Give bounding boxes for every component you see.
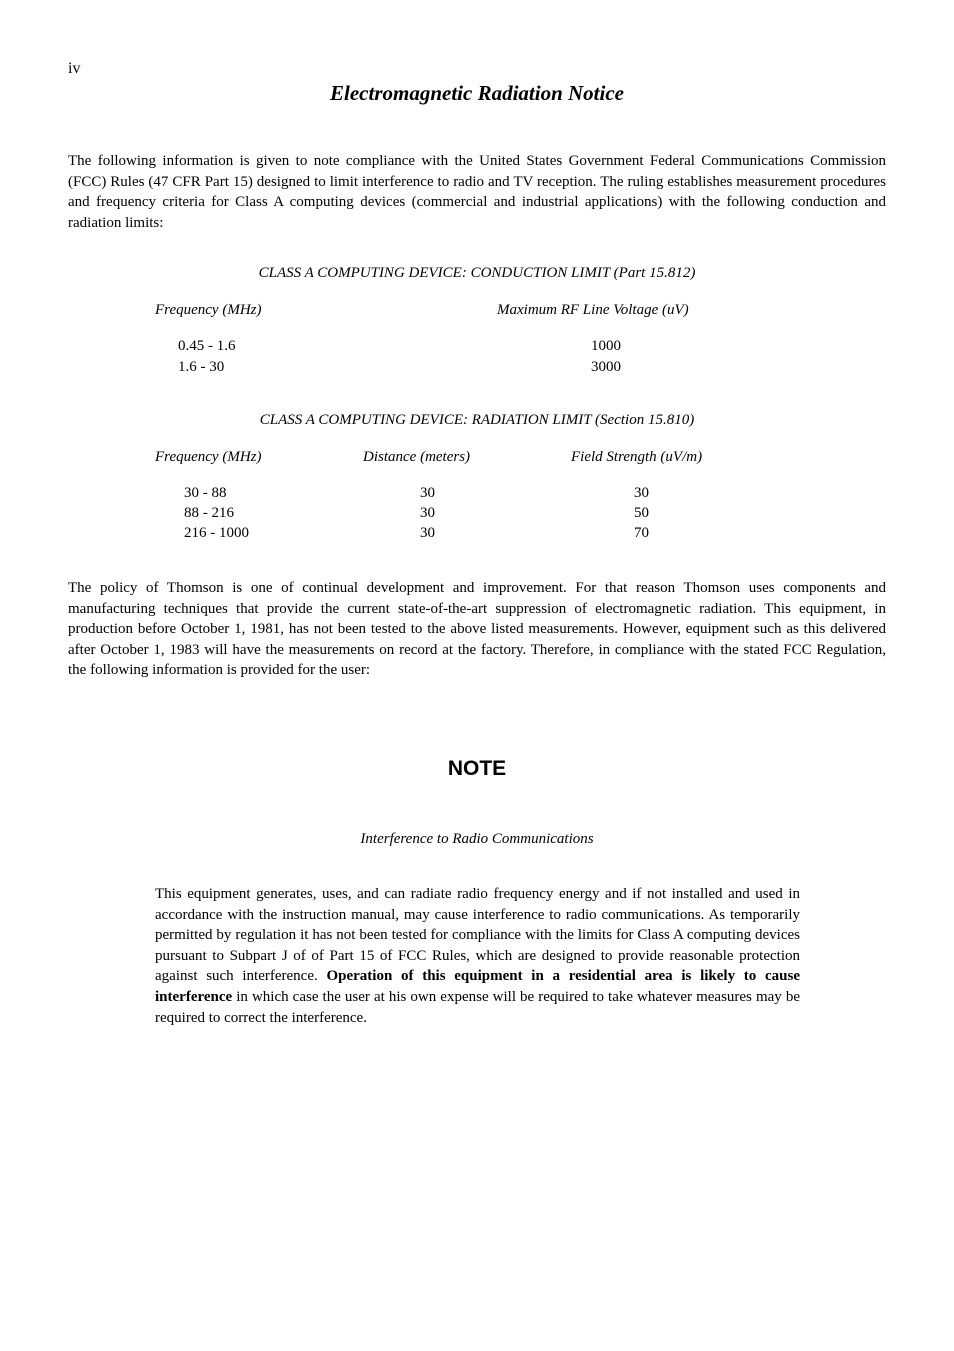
radiation-header-distance: Distance (meters) — [363, 449, 471, 465]
conduction-row-1-frequency: 0.45 - 1.6 — [178, 338, 236, 354]
page-title: Electromagnetic Radiation Notice — [330, 81, 624, 105]
radiation-row-2-field-strength: 50 — [634, 505, 649, 521]
radiation-table-caption: CLASS A COMPUTING DEVICE: RADIATION LIMIT (Section 15.810) — [259, 412, 695, 428]
radiation-row-1-field-strength: 30 — [634, 485, 649, 501]
radiation-row-1-frequency: 30 - 88 — [184, 485, 227, 501]
radiation-header-frequency: Frequency (MHz) — [155, 449, 262, 465]
note-body-warning: Operation of this equipment in a residential area is likely to cause interference — [155, 968, 800, 1005]
policy-paragraph: The policy of Thomson is one of continual development and improvement. For that reason Thomson uses components and manufacturing techniques that provide the current state-of-the-art suppression of electromagnetic radiation. This equipment, in production before October 1, 1981, has not been tested to the above listed measurements. However, equipment such as this delivered after October 1, 1983 will have the measurements on record at the factory. Therefore, in compliance with the stated FCC Regulation, the following information is provided for the user: — [68, 580, 886, 679]
radiation-row-2-distance: 30 — [420, 505, 435, 521]
radiation-row-3-field-strength: 70 — [634, 525, 649, 541]
note-body-text-end: in which case the user at his own expense will be required to take whatever measures may be required to correct the interference. — [155, 988, 800, 1026]
page-number: iv — [68, 60, 81, 77]
radiation-header-field-strength: Field Strength (uV/m) — [571, 449, 703, 465]
conduction-row-2-voltage: 3000 — [591, 359, 621, 375]
note-subtitle: Interference to Radio Communications — [360, 831, 594, 847]
conduction-header-voltage: Maximum RF Line Voltage (uV) — [497, 302, 689, 318]
note-body-text: This equipment generates, uses, and can radiate radio frequency energy and if not installed and used in accordance with the instruction manual, may cause interference to radio communications. As temporarily permitted by regulation it has not been tested for compliance with the limits for Class A computing devices pursuant to Subpart J of of Part 15 of FCC Rules, which are designed to provide reasonable protection against such interference. — [155, 886, 800, 985]
intro-paragraph: The following information is given to note compliance with the United States Government Federal Communications Commission (FCC) Rules (47 CFR Part 15) designed to limit interference to radio and TV reception. The ruling establishes measurement procedures and frequency criteria for Class A computing devices (commercial and industrial applications) with the following conduction and radiation limits: — [68, 153, 886, 231]
conduction-header-frequency: Frequency (MHz) — [155, 302, 262, 318]
radiation-row-2-frequency: 88 - 216 — [184, 505, 234, 521]
conduction-row-2-frequency: 1.6 - 30 — [178, 359, 225, 375]
radiation-row-3-distance: 30 — [420, 525, 435, 541]
note-heading: NOTE — [447, 757, 507, 780]
radiation-row-3-frequency: 216 - 1000 — [184, 525, 249, 541]
note-body — [155, 884, 800, 1028]
radiation-row-1-distance: 30 — [420, 485, 435, 501]
conduction-row-1-voltage: 1000 — [591, 338, 621, 354]
conduction-table-caption: CLASS A COMPUTING DEVICE: CONDUCTION LIMIT (Part 15.812) — [258, 265, 696, 281]
